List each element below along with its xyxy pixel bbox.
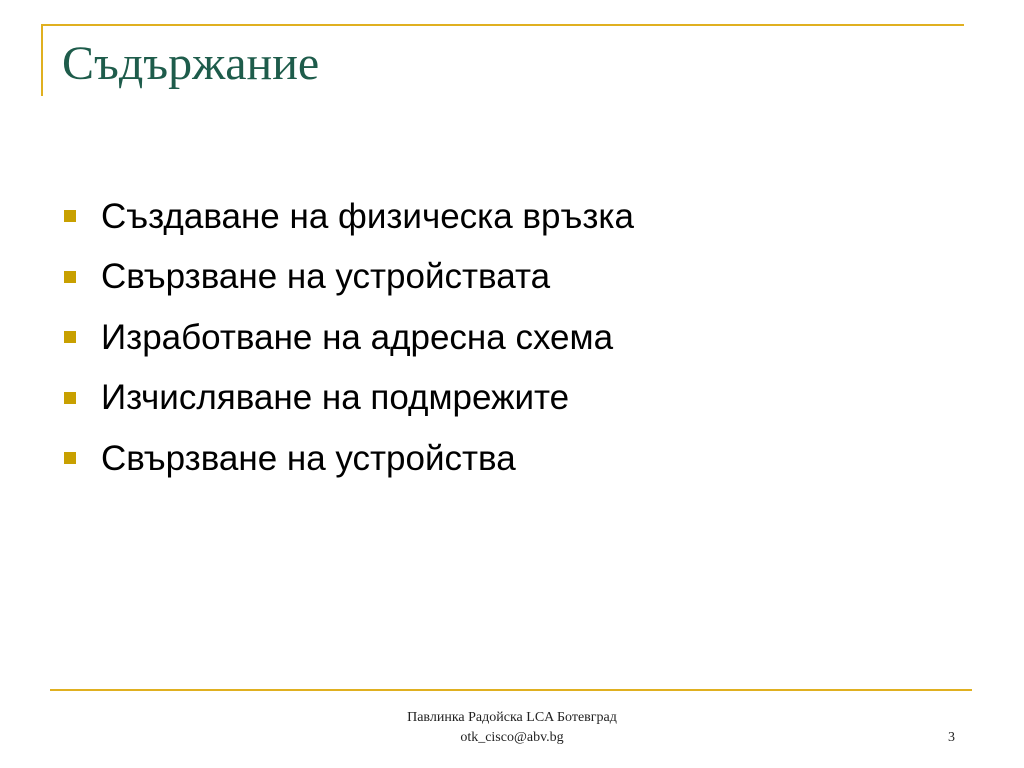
bullet-text: Създаване на физическа връзка — [101, 196, 634, 236]
footer-author: Павлинка Радойска LCA Ботевград — [407, 710, 617, 725]
bullet-item — [64, 247, 634, 308]
bullet-item — [64, 368, 634, 429]
footer — [0, 708, 1024, 748]
bullet-item — [64, 307, 634, 368]
bullet-item — [64, 186, 634, 247]
slide-title: Съдържание — [62, 37, 320, 90]
square-bullet-icon — [64, 271, 76, 283]
title-frame-horizontal-rule — [41, 24, 964, 26]
bullet-text: Изчисляване на подмрежите — [101, 378, 570, 418]
bullet-text: Свързване на устройствата — [101, 257, 551, 297]
title-frame-vertical-rule — [41, 24, 43, 96]
square-bullet-icon — [64, 392, 76, 404]
bullet-list — [64, 186, 634, 489]
footer-email: otk_cisco@abv.bg — [460, 730, 564, 745]
bullet-text: Свързване на устройства — [101, 438, 516, 478]
footer-rule — [50, 689, 972, 691]
square-bullet-icon — [64, 452, 76, 464]
bullet-item — [64, 428, 634, 489]
square-bullet-icon — [64, 331, 76, 343]
page-number: 3 — [948, 730, 955, 745]
bullet-text: Изработване на адресна схема — [101, 317, 614, 357]
square-bullet-icon — [64, 210, 76, 222]
